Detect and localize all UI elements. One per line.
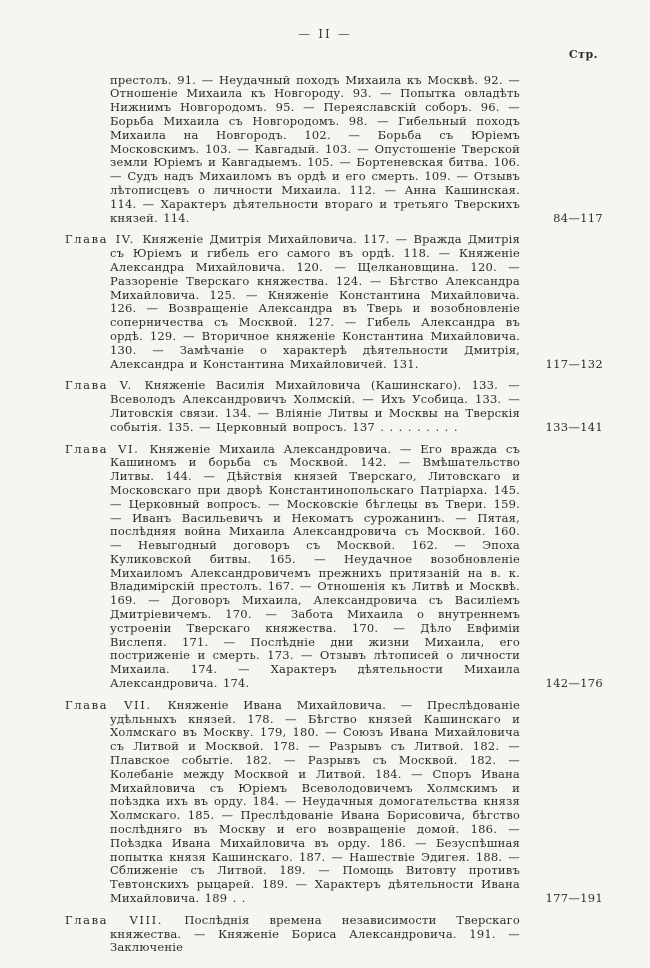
entry-description: Княженіе Василія Михайловича (Кашинскаго). 133. — Всеволодъ Александровичъ Холмскій. — Ихъ Усобица. 133. — Литовскія связи. 134. — Вліяніе Литвы и Москвы на Тверскія событія. 135. — Церковный вопросъ. 137 . . . . . . . . . [110,378,520,434]
page-range: 84—117 [553,210,603,225]
page-number-dash-left: — [298,27,313,41]
entry-text [65,699,520,906]
entry-text [65,914,520,955]
toc-entry [0,233,650,371]
entry-description: престолъ. 91. — Неудачный походъ Михаила къ Москвѣ. 92. — Отношеніе Михаила къ Новгороду. 93. — Попытка овладѣть Нижнимъ Новгородомъ. 95. — Переяславскій соборъ. 96. — Борьба Михаила съ Новгородомъ. 98. — Гибельный походъ Михаила на Новгородъ. 102. — Борьба съ Юріемъ Московскимъ. 103. — Кавгадый. 103. — Опустошеніе Тверской земли Юріемъ и Кавгадыемъ. 105. — Бортеневская битва. 106. — Судъ надъ Михаиломъ въ ордѣ и его смерть. 109. — Отзывъ лѣтописцевъ о личности Михаила. 112. — Анна Кашинская. 114. — Характеръ дѣятельности втораго и третьяго Тверскихъ князей. 114. [110,72,520,225]
page-range: 117—132 [545,356,603,371]
page-number-dash-right: — [337,27,352,41]
toc-entry [0,379,650,434]
page-number [0,28,650,42]
chapter-label: Глава VIII. [65,912,185,927]
page-range: 133—141 [545,419,603,434]
entry-text [65,443,520,691]
chapter-label: Глава V. [65,378,145,393]
page-column-header: Стр. [568,47,598,61]
entry-text [110,74,520,226]
toc-entry [0,699,650,906]
toc-entry [0,443,650,691]
entry-text [65,379,520,434]
page-number-value: II [318,27,332,41]
chapter-label: Глава IV. [65,232,143,247]
chapter-label: Глава VII. [65,697,168,712]
entry-description: Княженіе Ивана Михайловича. — Преслѣдованіе удѣльныхъ князей. 178. — Бѣгство князей Кашинскаго и Холмскаго въ Москву. 179, 180. — Союзъ Ивана Михайловича съ Литвой и Москвой. 178. — Разрывъ съ Литвой. 182. — Плавское событіе. 182. — Разрывъ съ Москвой. 182. — Колебаніе между Москвой и Литвой. 184. — Споръ Ивана Михайловича съ Юріемъ Всеволодовичемъ Холмскимъ и поѣздка ихъ въ орду. 184. — Неудачныя домогательства князя Холмскаго. 185. — Преслѣдованіе Ивана Борисовича, бѣгство послѣдняго въ Москву и его возвращеніе домой. 186. — Поѣздка Ивана Михайловича въ орду. 186. — Безуспѣшная попытка князя Кашинскаго. 187. — Нашествіе Эдигея. 188. — Сближеніе съ Литвой. 189. — Помощь Витовту противъ Тевтонскихъ рыцарей. 189. — Характеръ дѣятельности Ивана Михайловича. 189 . . [110,697,520,906]
table-of-contents [0,74,650,956]
toc-entry [0,74,650,226]
entry-description: Княженіе Михаила Александровича. — Его вражда съ Кашиномъ и борьба съ Москвой. 142. — Вмѣшательство Литвы. 144. — Дѣйствія князей Тверскаго, Литовскаго и Московскаго при дворѣ Константинопольскаго Патріарха. 145. — Церковный вопросъ. — Московскіе бѣглецы въ Твери. 159. — Иванъ Васильевичъ и Некоматъ сурожанинъ. — Пятая, послѣдняя война Михаила Александровича съ Москвой. 160. — Невыгодный договоръ съ Москвой. 162. — Эпоха Куликовской битвы. 165. — Неудачное возобновленіе Михаиломъ Александровичемъ прежнихъ притязаній на в. к. Владимірскій престолъ. 167. — Отношенія къ Литвѣ и Москвѣ. 169. — Договоръ Михаила, Александровича съ Василіемъ Дмитріевичемъ. 170. — Забота Михаила о внутреннемъ устроеніи Тверскаго княжества. 170. — Дѣло Евфиміи Вислепя. 171. — Послѣдніе дни жизни Михаила, его постриженіе и смерть. 173. — Отзывъ лѣтописей о личности Михаила. 174. — Характеръ дѣятельности Михаила Александровича. 174. [110,441,520,691]
page-range: 177—191 [545,891,603,906]
entry-description: Княженіе Дмитрія Михайловича. 117. — Вражда Дмитрія съ Юріемъ и гибель его самого въ ордѣ. 118. — Княженіе Александра Михайловича. 120. — Щелкановщина. 120. — Раззореніе Тверскаго княжества. 124. — Бѣгство Александра Михайловича. 125. — Княженіе Константина Михайловича. 126. — Возвращеніе Александра въ Тверь и возобновленіе соперничества съ Москвой. 127. — Гибель Александра въ ордѣ. 129. — Вторичное княженіе Константина Михайловича. 130. — Замѣчаніе о характерѣ дѣятельности Дмитрія, Александра и Константина Михайловичей. 131. [110,232,520,371]
entry-description: Послѣднія времена независимости Тверскаго княжества. — Княженіе Бориса Александровича. 191. — Заключеніе [110,912,520,955]
page-range: 142—176 [545,676,603,691]
toc-entry [0,914,650,955]
chapter-label: Глава VI. [65,441,150,456]
entry-text [65,233,520,371]
